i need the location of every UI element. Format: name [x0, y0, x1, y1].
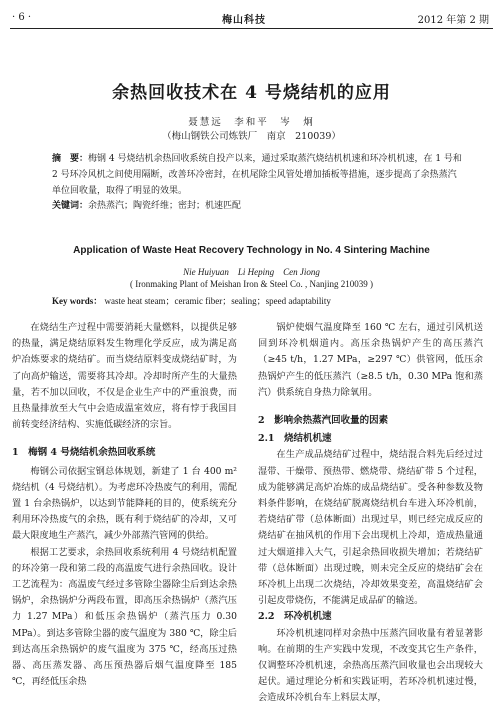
- english-keywords-label: Key words：: [52, 296, 103, 306]
- abstract-text: 梅钢 4 号烧结机余热回收系统自投产以来，通过采取蒸汽烧结机机速和环冷机机速，在 1 号和 2 号环冷风机之间使用隔断，改善环冷密封，在机尾除尘风管处增加插板等措施，逐步提高了余热蒸汽单位回收量，取得了明显的效果。: [52, 154, 462, 196]
- section-1-heading: 1 梅钢 4 号烧结机余热回收系统: [12, 447, 156, 459]
- keywords-text: 余热蒸汽；陶瓷纤维；密封；机速匹配: [88, 201, 242, 211]
- article-affiliation: （梅山钢铁公司炼铁厂 南京 210039）: [162, 131, 341, 142]
- left-column: [12, 320, 237, 690]
- journal-name: 梅山科技: [222, 15, 266, 26]
- subsection-2-2-heading: 2.2 环冷机机速: [258, 611, 332, 623]
- keywords-zh: [52, 198, 462, 214]
- page-number: · 6 ·: [12, 12, 32, 23]
- subsection-2-1-heading: 2.1 烧结机机速: [258, 433, 332, 445]
- abstract-zh: [52, 151, 462, 199]
- article-title: 余热回收技术在 4 号烧结机的应用: [112, 83, 391, 103]
- issue-label: 2012 年第 2 期: [417, 15, 489, 26]
- keywords-label: 关键词：: [52, 201, 89, 211]
- english-keywords-text: waste heat steam；ceramic fiber；sealing；speed adaptability: [104, 296, 331, 306]
- article-authors: 聂慧远 李和平 岑 炯: [188, 117, 315, 128]
- subsection-2-1-paragraph: 在生产成品烧结矿过程中，烧结混合料先后经过过湿带、干燥带、预热带、燃烧带、烧结矿带 5 个过程，成为能够满足高炉冶炼的成品烧结矿。受各种参数及物料条件影响，在烧结矿脱离烧结机台车进入环冷机前，若烧结矿带（总体断面）出现过早，则已经完成反应的烧结矿在抽风机的作用下会出现机上冷却，造成热量通过大烟道排入大气，引起余热回收损失增加；若烧结矿带（总体断面）出现过晚，则未完全反应的烧结矿会在环冷机上出现二次烧结，冷却效果变差，高温烧结矿会引起皮带烧伤，不能满足成品矿的输送。: [258, 449, 483, 607]
- english-affiliation: ( Ironmaking Plant of Meishan Iron & Steel Co. , Nanjing 210039 ): [130, 279, 373, 289]
- right-column: [258, 320, 483, 707]
- section-2-heading: 2 影响余热蒸汽回收量的因素: [258, 415, 389, 427]
- section-1-paragraph-1: 梅钢公司依据宝钢总体规划，新建了 1 台 400 m² 烧结机（4 号烧结机）。为考虑环冷热废气的利用，需配置 1 台余热锅炉，以达到节能降耗的目的，使系统充分利用环冷热废气的余热，既有利于烧结矿的冷却，又可最大限度地生产蒸汽，减少外部蒸汽管网的供给。: [12, 465, 237, 542]
- header-rule: [10, 28, 493, 29]
- subsection-2-2-paragraph: 环冷机机速同样对余热中压蒸汽回收量有着显著影响。在前期的生产实践中发现，不改变其它生产条件，仅调整环冷机机速，余热高压蒸汽回收量也会出现较大起伏。通过理论分析和实践证明，若环冷机机速过慢，会造成环冷机台车上料层太厚，: [258, 627, 483, 704]
- english-keywords: [52, 294, 462, 307]
- english-title: Application of Waste Heat Recovery Technology in No. 4 Sintering Machine: [73, 245, 430, 256]
- section-1-paragraph-2: 根据工艺要求，余热回收系统利用 4 号烧结机配置的环冷第一段和第二段的高温废气进行余热回收。设计工艺流程为：高温废气经过多管除尘器除尘后到达余热锅炉，余热锅炉分两段布置，即高压余热锅炉（蒸汽压力 1.27 MPa）和低压余热锅炉（蒸汽压力 0.30 MPa）。到达多管除尘器的废气温度为 380 ℃，除尘后到达高压余热锅炉的废气温度为 375 ℃，经高压过热器、高压蒸发器、高压预热器后烟气温度降至 185 ℃，再经低压余热: [12, 546, 237, 688]
- abstract-label: 摘 要：: [52, 154, 89, 164]
- english-authors: Nie Huiyuan Li Heping Cen Jiong: [183, 267, 320, 277]
- right-paragraph-1: 锅炉使烟气温度降至 160 ℃ 左右，通过引风机送回到环冷机烟道内。高压余热锅炉产生的高压蒸汽（≥45 t/h，1.27 MPa，≥297 ℃）供管网，低压余热锅炉产生的低压蒸汽（≥8.5 t/h，0.30 MPa 饱和蒸汽）供系统自身热力除氧用。: [258, 322, 483, 398]
- intro-paragraph: 在烧结生产过程中需要消耗大量燃料，以提供足够的热量，满足烧结原料发生物理化学反应，成为满足高炉冶炼要求的烧结矿。而当烧结原料变成烧结矿时，为了向高炉输送，需要将其冷却。冷却时所产生的大量热量，若不加以回收，不仅是企业生产中的严重浪费，而且热量排放至大气中会造成温室效应，将有悖于我国目前转变经济结构、实施低碳经济的宗旨。: [12, 322, 237, 431]
- page-header: [0, 0, 503, 34]
